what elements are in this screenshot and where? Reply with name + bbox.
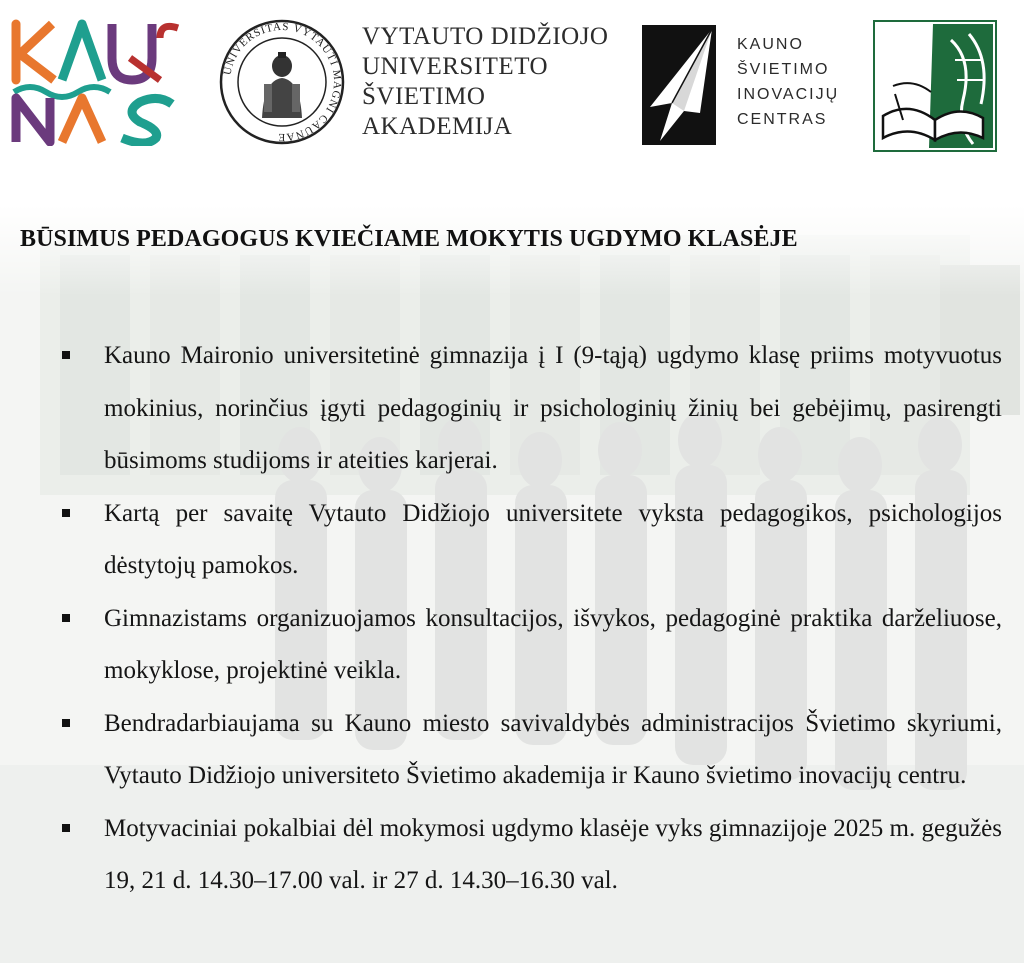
ksic-line-4: CENTRAS [737,111,828,128]
vdu-line-1: VYTAUTO DIDŽIOJO [362,23,609,50]
ksic-line-3: INOVACIJŲ [737,86,840,103]
bullet-text: Kartą per savaitę Vytauto Didžiojo universitete vyksta pedagogikos, psichologijos dėstytojų pamokos. [104,499,1002,579]
seal-text: UNIVERSITAS VYTAUTI MAGNI CAUNAE [221,20,344,144]
list-item [62,593,1002,698]
vdu-line-2: UNIVERSITETO [362,53,549,80]
bullet-square-icon [62,614,70,622]
bullet-text: Gimnazistams organizuojamos konsultacijos, išvykos, pedagoginė praktika darželiuose, mokyklose, projektinė veikla. [104,604,1002,684]
bullet-square-icon [62,719,70,727]
bullet-text: Kauno Maironio universitetinė gimnazija į I (9-tąją) ugdymo klasę priims motyvuotus mokinius, norinčius įgyti pedagoginių ir psichologinių žinių bei gebėjimų, pasirengti būsimoms studijoms ir ateities karjerai. [104,342,1002,474]
page-title: BŪSIMUS PEDAGOGUS KVIEČIAME MOKYTIS UGDYMO KLASĖJE [20,226,798,252]
ksic-name [737,32,839,132]
ksic-line-2: ŠVIETIMO [737,61,830,78]
open-book-lyre-icon [873,20,997,152]
vdu-academy-name [362,22,608,142]
list-item [62,330,1002,488]
bullet-square-icon [62,351,70,359]
paper-plane-icon [642,25,716,145]
vdu-seal-icon [218,18,346,146]
list-item [62,488,1002,593]
kaunas-city-logo-icon [10,18,180,146]
logo-strip [0,0,1024,170]
info-bullet-list [62,330,1002,908]
list-item [62,803,1002,908]
ksic-line-1: KAUNO [737,36,804,53]
vdu-line-4: AKADEMIJA [362,113,513,140]
vdu-line-3: ŠVIETIMO [362,83,486,110]
bullet-text: Bendradarbiaujama su Kauno miesto savivaldybės administracijos Švietimo skyriumi, Vytauto Didžiojo universiteto Švietimo akademija ir Kauno švietimo inovacijų centru. [104,709,1002,789]
bullet-square-icon [62,509,70,517]
list-item [62,698,1002,803]
bullet-text: Motyvaciniai pokalbiai dėl mokymosi ugdymo klasėje vyks gimnazijoje 2025 m. gegužės 19, 21 d. 14.30–17.00 val. ir 27 d. 14.30–16.30 val. [104,814,1002,894]
bullet-square-icon [62,824,70,832]
